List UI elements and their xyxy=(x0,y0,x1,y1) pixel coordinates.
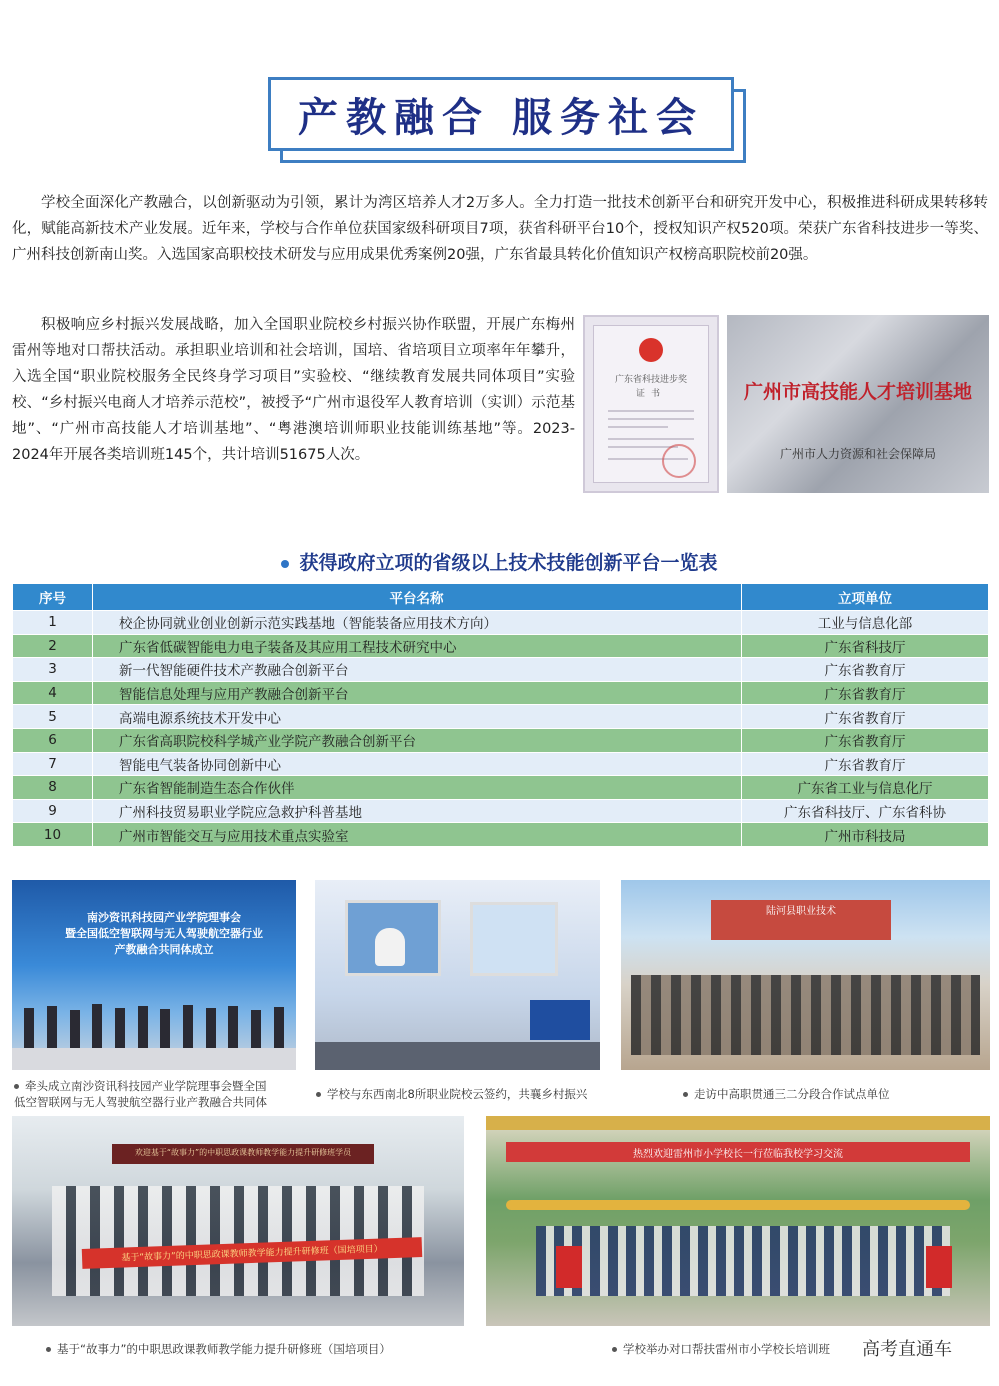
column-header-unit: 立项单位 xyxy=(742,584,989,611)
bullet-icon xyxy=(46,1347,51,1352)
column-header-index: 序号 xyxy=(13,584,93,611)
photo-caption-council: 牵头成立南沙资讯科技园产业学院理事会暨全国 低空智联网与无人驾驶航空器行业产教融合共同体 xyxy=(14,1079,267,1109)
table-row: 7 智能电气装备协同创新中心 广东省教育厅 xyxy=(13,752,989,776)
photo-caption-training: 基于“故事力”的中职思政课教师教学能力提升研修班（国培项目） xyxy=(46,1341,466,1357)
certificate-subtitle: 证书 xyxy=(635,389,666,399)
table-row: 1 校企协同就业创业创新示范实践基地（智能装备应用技术方向） 工业与信息化部 xyxy=(13,611,989,635)
cloud-signing-photo xyxy=(315,880,600,1070)
column-header-platform: 平台名称 xyxy=(93,584,742,611)
held-banner: 基于“故事力”的中职思政课教师教学能力提升研修班（国培项目） xyxy=(121,1244,383,1264)
photo-caption-principals: 学校举办对口帮扶雷州市小学校长培训班 xyxy=(612,1341,862,1357)
council-founding-photo xyxy=(12,880,296,1070)
table-row: 3 新一代智能硬件技术产教融合创新平台 广东省教育厅 xyxy=(13,658,989,682)
bullet-icon xyxy=(316,1092,321,1097)
bullet-dot-icon xyxy=(281,560,289,568)
principals-visit-photo xyxy=(486,1116,990,1326)
photo-caption-visit: 走访中高职贯通三二分段合作试点单位 xyxy=(683,1086,983,1102)
training-base-plaque-image xyxy=(727,315,989,493)
rural-revitalization-paragraph: 积极响应乡村振兴发展战略，加入全国职业院校乡村振兴协作联盟，开展广东梅州雷州等地对口帮扶活动。承担职业培训和社会培训，国培、省培项目立项率年年攀升，入选全国“职业院校服务全民终身学习项目”实验校、“继续教育发展共同体项目”实验校、“乡村振兴电商人才培养示范校”，被授予“广州市退役军人教育培训（实训）示范基地”、“广州市高技能人才培训基地”、“粤港澳培训师职业技能训练基地”等。2023-2024年开展各类培训班145个，共计培训51675人次。 xyxy=(12,317,575,463)
table-row: 8 广东省智能制造生态合作伙伴 广东省工业与信息化厅 xyxy=(13,776,989,800)
table-row: 9 广州科技贸易职业学院应急救护科普基地 广东省科技厅、广东省科协 xyxy=(13,799,989,823)
school-gate-sign: 陆河县职业技术 xyxy=(766,906,836,917)
plaque-title: 广州市高技能人才培训基地 xyxy=(743,381,972,403)
table-row: 6 广东省高职院校科学城产业学院产教融合创新平台 广东省教育厅 xyxy=(13,728,989,752)
screen-text-line1: 南沙资讯科技园产业学院理事会 xyxy=(87,911,241,924)
table-row: 5 高端电源系统技术开发中心 广东省教育厅 xyxy=(13,705,989,729)
wall-banner: 欢迎基于“故事力”的中职思政课教师教学能力提升研修班学员 xyxy=(134,1148,352,1157)
bullet-icon xyxy=(14,1084,19,1089)
photo-caption-signing: 学校与东西南北8所职业院校云签约，共襄乡村振兴 xyxy=(316,1086,606,1102)
page-title: 产教融合 服务社会 xyxy=(298,94,704,141)
award-certificate-image xyxy=(583,315,719,493)
table-row: 2 广东省低碳智能电力电子装备及其应用工程技术研究中心 广东省科技厅 xyxy=(13,634,989,658)
table-header-row xyxy=(13,584,989,611)
certificate-title: 广东省科技进步奖 xyxy=(614,375,687,385)
plaque-issuer: 广州市人力资源和社会保障局 xyxy=(779,447,936,461)
platform-table xyxy=(12,583,989,847)
table-row: 10 广州市智能交互与应用技术重点实验室 广州市科技局 xyxy=(13,823,989,847)
teacher-training-photo xyxy=(12,1116,464,1326)
watermark: 高考直通车 xyxy=(862,1339,952,1360)
national-emblem-icon xyxy=(639,338,663,362)
screen-text-line2: 暨全国低空智联网与无人驾驶航空器行业 xyxy=(65,927,263,940)
bullet-icon xyxy=(612,1347,617,1352)
bullet-icon xyxy=(683,1092,688,1097)
title-frame xyxy=(268,77,734,151)
welcome-banner: 热烈欢迎雷州市小学校长一行莅临我校学习交流 xyxy=(633,1149,843,1160)
school-visit-photo xyxy=(621,880,990,1070)
section-title-box xyxy=(268,77,738,153)
table-row: 4 智能信息处理与应用产教融合创新平台 广东省教育厅 xyxy=(13,681,989,705)
table-heading: 获得政府立项的省级以上技术技能创新平台一览表 xyxy=(0,548,999,575)
intro-paragraph: 学校全面深化产教融合，以创新驱动为引领，累计为湾区培养人才2万多人。全力打造一批技术创新平台和研究开发中心，积极推进科研成果转移转化，赋能高新技术产业发展。近年来，学校与合作单位获国家级科研项目7项，获省科研平台10个，授权知识产权520项。荣获广东省科技进步一等奖、广州科技创新南山奖。入选国家高职校技术研发与应用成果优秀案例20强，广东省最具转化价值知识产权榜高职院校前20强。 xyxy=(12,195,988,263)
screen-text-line3: 产教融合共同体成立 xyxy=(114,943,214,956)
